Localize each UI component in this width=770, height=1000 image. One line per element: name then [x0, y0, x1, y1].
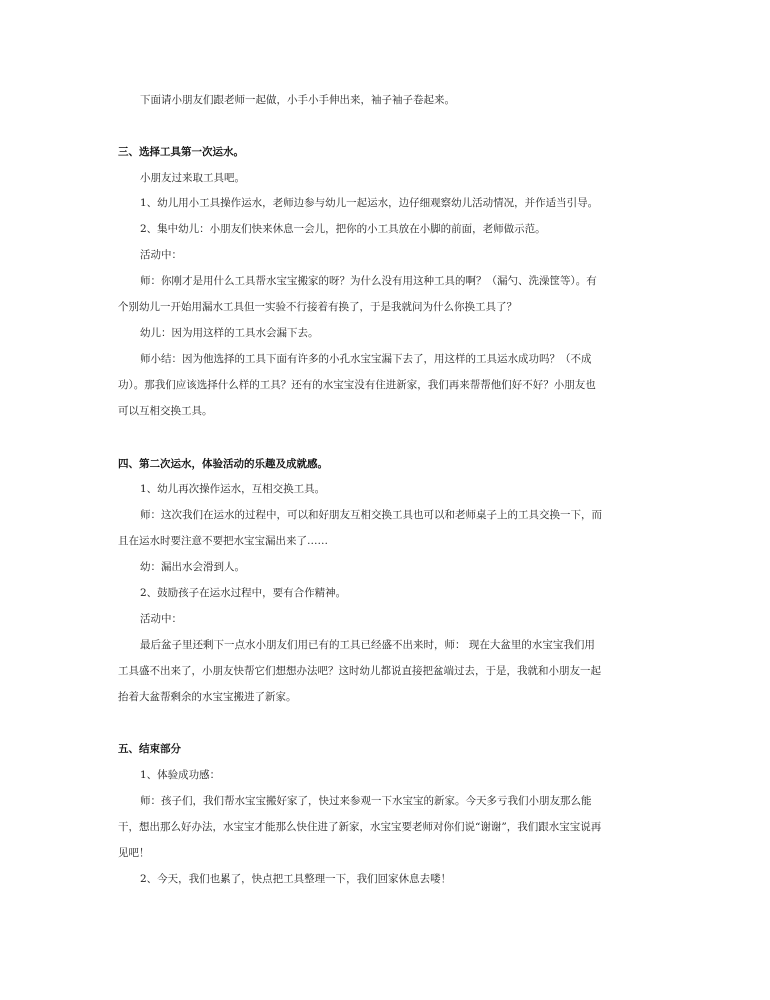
section-heading: 四、第二次运水，体验活动的乐趣及成就感。 — [118, 458, 328, 470]
section-heading: 五、结束部分 — [118, 743, 181, 755]
paragraph-line: 见吧！ — [118, 847, 150, 859]
paragraph-line: 2、今天，我们也累了，快点把工具整理一下，我们回家休息去喽！ — [140, 873, 452, 885]
paragraph-line: 师小结：因为他选择的工具下面有许多的小孔水宝宝漏下去了，用这样的工具运水成功吗？（不成 — [140, 353, 592, 365]
paragraph-line: 最后盆子里还剩下一点水小朋友们用已有的工具已经盛不出来时，师： 现在大盆里的水宝宝我们用 — [140, 639, 595, 651]
paragraph-line: 幼：漏出水会滑到人。 — [140, 561, 245, 573]
section-heading: 三、选择工具第一次运水。 — [118, 146, 244, 158]
paragraph-line: 幼儿：因为用这样的工具水会漏下去。 — [140, 327, 319, 339]
paragraph-line: 师：孩子们，我们帮水宝宝搬好家了，快过来参观一下水宝宝的新家。今天多亏我们小朋友那么能 — [140, 795, 592, 807]
paragraph-line: 功）。那我们应该选择什么样的工具？还有的水宝宝没有住进新家，我们再来帮帮他们好不好？小朋友也 — [118, 379, 596, 391]
paragraph-line: 活动中： — [140, 249, 182, 261]
paragraph-line: 1、体验成功感： — [140, 769, 221, 781]
paragraph-line: 师：你刚才是用什么工具帮水宝宝搬家的呀？为什么没有用这种工具的啊？（漏勺、洗澡筐等）。有 — [140, 275, 597, 287]
paragraph-line: 工具盛不出来了，小朋友快帮它们想想办法吧？这时幼儿都说直接把盆端过去，于是，我就和小朋友一起 — [118, 665, 601, 677]
paragraph-line: 师：这次我们在运水的过程中，可以和好朋友互相交换工具也可以和老师桌子上的工具交换一下，而 — [140, 509, 602, 521]
paragraph-line: 小朋友过来取工具吧。 — [140, 172, 245, 184]
paragraph-line: 干，想出那么好办法，水宝宝才能那么快住进了新家，水宝宝要老师对你们说“谢谢”，我们跟水宝宝说再 — [118, 821, 602, 833]
paragraph-line: 1、幼儿再次操作运水，互相交换工具。 — [140, 483, 326, 495]
paragraph-line: 可以互相交换工具。 — [118, 405, 213, 417]
paragraph-line: 1、幼儿用小工具操作运水，老师边参与幼儿一起运水，边仔细观察幼儿活动情况，并作适当引导。 — [140, 197, 599, 209]
paragraph-line: 个别幼儿一开始用漏水工具但一实验不行接着有换了，于是我就问为什么你换工具了？ — [118, 301, 517, 313]
paragraph-line: 下面请小朋友们跟老师一起做，小手小手伸出来，袖子袖子卷起来。 — [140, 94, 455, 106]
paragraph-line: 且在运水时要注意不要把水宝宝漏出来了…… — [118, 535, 328, 547]
paragraph-line: 抬着大盆帮剩余的水宝宝搬进了新家。 — [118, 691, 297, 703]
paragraph-line: 2、集中幼儿：小朋友们快来休息一会儿，把你的小工具放在小脚的前面，老师做示范。 — [140, 223, 546, 235]
paragraph-line: 活动中： — [140, 613, 182, 625]
paragraph-line: 2、鼓励孩子在运水过程中，要有合作精神。 — [140, 587, 347, 599]
